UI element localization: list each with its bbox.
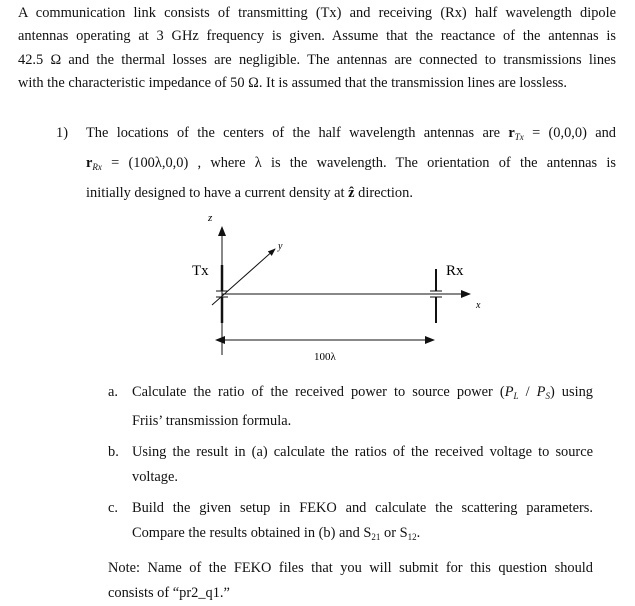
intro-line: antennas operating at 3 GHz frequency is given. Assume that the reactance of the antennas is: [18, 28, 616, 45]
list-item: [108, 440, 593, 490]
question-line: [86, 180, 616, 206]
question-text: initially designed to have a current density at: [86, 185, 345, 201]
note-line: Note: Name of the FEKO files that you will submit for this question should: [108, 560, 593, 576]
item-text: Calculate the ratio of the received power to source power (: [132, 384, 505, 400]
antenna-diagram: [180, 205, 500, 370]
distance-label: 100λ: [314, 351, 336, 363]
note-paragraph: [108, 556, 593, 606]
ratio-slash: /: [518, 384, 537, 400]
x-axis-label: x: [476, 300, 481, 311]
item-line: Using the result in (a) calculate the ratios of the received voltage to source: [132, 444, 593, 460]
item-letter: c.: [108, 500, 118, 516]
z-axis-label: z: [208, 212, 213, 224]
item-text: or S: [380, 525, 408, 541]
question-1-text: [86, 120, 616, 206]
item-text: .: [416, 525, 421, 541]
question-line: [86, 120, 616, 150]
s21-subscript: 21: [371, 532, 381, 542]
load-power-symbol: P: [504, 384, 514, 400]
question-number: 1): [56, 125, 68, 141]
item-line: [132, 521, 593, 550]
item-text: ) using: [549, 384, 593, 400]
y-axis-label: y: [278, 241, 283, 252]
list-item: [108, 496, 593, 550]
source-subscript: S: [545, 391, 550, 401]
source-power-symbol: P: [536, 384, 546, 400]
load-subscript: L: [513, 391, 519, 401]
position-vector: r: [86, 155, 93, 171]
question-line: [86, 150, 616, 180]
intro-paragraph: [18, 2, 616, 96]
item-line: Build the given setup in FEKO and calculate the scattering parameters.: [132, 500, 593, 516]
item-text: Compare the results obtained in (b) and S: [132, 525, 372, 541]
item-letter: a.: [108, 384, 118, 400]
note-line: consists of “pr2_q1.”: [108, 585, 230, 601]
intro-line: with the characteristic impedance of 50 Ω. It is assumed that the transmission lines are lossless.: [18, 75, 568, 92]
z-unit-vector: ẑ: [348, 185, 355, 201]
intro-line: A communication link consists of transmitting (Tx) and receiving (Rx) half wavelength dipole: [18, 5, 616, 21]
intro-line: 42.5 Ω and the thermal losses are negligible. The antennas are connected to transmissions lines: [18, 51, 616, 68]
item-letter: b.: [108, 444, 119, 460]
question-text: and: [595, 125, 616, 141]
s12-subscript: 12: [407, 532, 417, 542]
item-line: voltage.: [132, 469, 178, 485]
rx-label: Rx: [446, 263, 464, 279]
rx-position: = (100λ,0,0) ,: [111, 155, 202, 171]
position-vector: r: [508, 125, 515, 141]
question-text: where λ is the wavelength. The orientation of the antennas is: [210, 155, 616, 171]
rx-subscript: Rx: [92, 162, 102, 172]
sub-questions: [108, 380, 593, 556]
question-text: The locations of the centers of the half wavelength antennas are: [86, 125, 501, 141]
item-line: [132, 380, 593, 409]
item-line: Friis’ transmission formula.: [132, 413, 292, 429]
tx-subscript: Tx: [514, 132, 524, 142]
tx-label: Tx: [192, 263, 209, 279]
question-text: direction.: [358, 185, 413, 201]
tx-position: = (0,0,0): [532, 125, 587, 141]
list-item: [108, 380, 593, 434]
